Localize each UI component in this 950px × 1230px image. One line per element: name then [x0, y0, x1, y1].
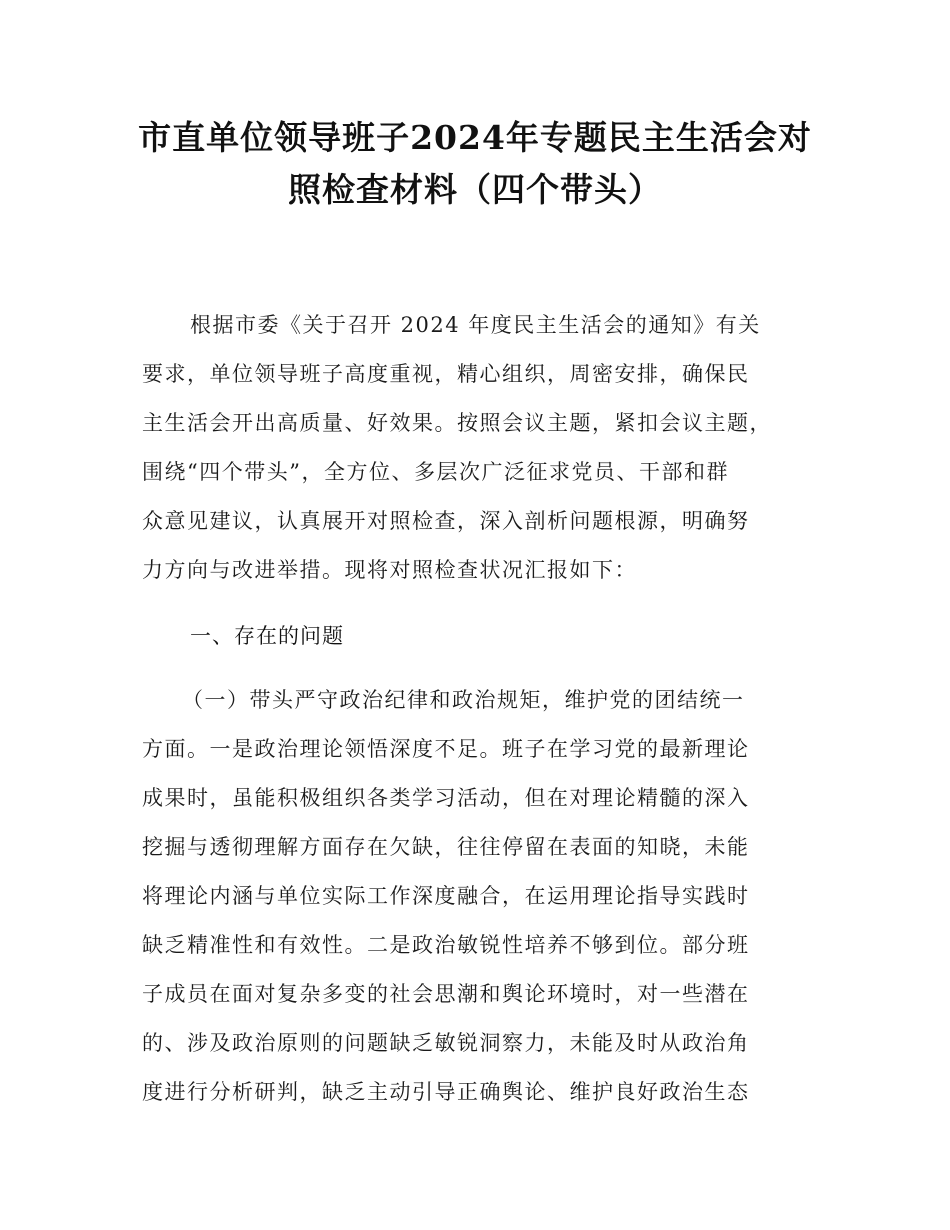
section-line-7: 子成员在面对复杂多变的社会思潮和舆论环境时，对一些潜在 — [142, 982, 750, 1006]
section-line-6: 缺乏精准性和有效性。二是政治敏锐性培养不够到位。部分班 — [142, 933, 750, 957]
section-line-3: 成果时，虽能积极组织各类学习活动，但在对理论精髓的深入 — [142, 786, 750, 810]
section-line-9: 度进行分析研判，缺乏主动引导正确舆论、维护良好政治生态 — [142, 1080, 750, 1104]
section-paragraph — [142, 676, 822, 1117]
intro-line-3: 主生活会开出高质量、好效果。按照会议主题，紧扣会议主题， — [142, 411, 772, 435]
intro-line-2: 要求，单位领导班子高度重视，精心组织，周密安排，确保民 — [142, 362, 750, 386]
intro-line-6: 力方向与改进举措。现将对照检查状况汇报如下： — [142, 558, 637, 582]
title-line-2: 照检查材料（四个带头） — [288, 170, 662, 209]
document-title — [120, 112, 830, 216]
intro-line-1: 根据市委《关于召开 2024 年度民主生活会的通知》有关 — [190, 313, 761, 337]
intro-line-4: 围绕“四个带头”，全方位、多层次广泛征求党员、干部和群 — [142, 460, 729, 484]
title-line-1: 市直单位领导班子2024年专题民主生活会对 — [138, 118, 812, 157]
intro-line-5: 众意见建议，认真展开对照检查，深入剖析问题根源，明确努 — [142, 509, 750, 533]
section-line-1: （一）带头严守政治纪律和政治规矩，维护党的团结统一 — [182, 688, 745, 712]
section-heading: 一、存在的问题 — [190, 624, 344, 648]
intro-paragraph — [142, 301, 822, 595]
section-line-5: 将理论内涵与单位实际工作深度融合，在运用理论指导实践时 — [142, 884, 750, 908]
section-line-2: 方面。一是政治理论领悟深度不足。班子在学习党的最新理论 — [142, 737, 750, 761]
section-line-4: 挖掘与透彻理解方面存在欠缺，往往停留在表面的知晓，未能 — [142, 835, 750, 859]
section-line-8: 的、涉及政治原则的问题缺乏敏锐洞察力，未能及时从政治角 — [142, 1031, 750, 1055]
